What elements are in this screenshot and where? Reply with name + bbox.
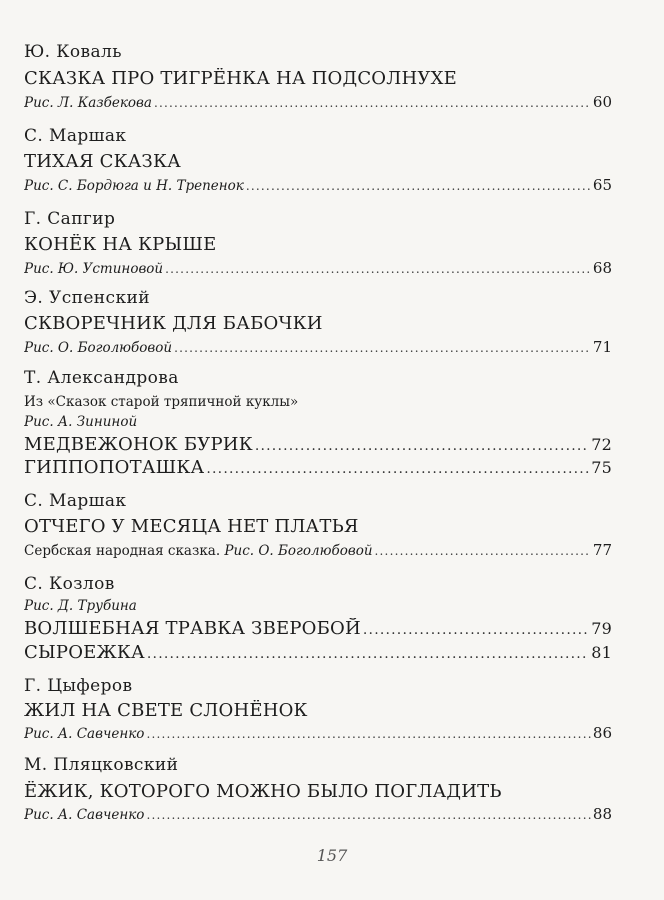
page-number[interactable]: 72 — [591, 435, 612, 454]
story-title[interactable]: КОНЁК НА КРЫШЕ — [24, 234, 217, 255]
credit-row — [24, 541, 612, 559]
illustrator-credit: Рис. А. Савченко — [24, 807, 145, 823]
page-number[interactable]: 86 — [592, 724, 612, 742]
credit-row — [24, 259, 612, 277]
dot-leader — [147, 646, 589, 662]
page-number[interactable]: 71 — [592, 338, 612, 356]
author-name: Ю. Коваль — [24, 42, 122, 62]
author-name: С. Маршак — [24, 491, 127, 511]
dot-leader — [246, 179, 591, 193]
illustrator-credit: Рис. Д. Трубина — [24, 598, 137, 614]
credit-row — [24, 724, 612, 742]
illustrator-credit: Рис. О. Боголюбовой — [224, 543, 373, 559]
dot-leader — [154, 96, 591, 110]
dot-leader — [146, 727, 590, 741]
story-title[interactable]: СЫРОЕЖКА — [24, 642, 145, 663]
collection-source: Из «Сказок старой тряпичной куклы» — [24, 394, 299, 410]
dot-leader — [165, 262, 591, 276]
illustrator-credit: Рис. А. Савченко — [24, 726, 145, 742]
story-title[interactable]: СКВОРЕЧНИК ДЛЯ БАБОЧКИ — [24, 313, 323, 334]
page-number[interactable]: 77 — [592, 541, 612, 559]
illustrator-credit: Рис. Л. Казбекова — [24, 95, 152, 111]
credit-row — [24, 93, 612, 111]
illustrator-credit: Рис. А. Зининой — [24, 414, 138, 430]
author-name: М. Пляцковский — [24, 755, 179, 775]
dot-leader — [174, 341, 591, 355]
illustrator-credit: Рис. С. Бордюга и Н. Трепенок — [24, 178, 244, 194]
page-number[interactable]: 75 — [591, 458, 612, 477]
page-number[interactable]: 60 — [592, 93, 612, 111]
story-note: Сербская народная сказка. — [24, 543, 221, 559]
dot-leader — [206, 461, 589, 477]
story-title[interactable]: ТИХАЯ СКАЗКА — [24, 151, 181, 172]
page-number[interactable]: 79 — [591, 619, 612, 638]
dot-leader — [363, 622, 589, 638]
story-row[interactable] — [24, 642, 612, 663]
author-name: Г. Цыферов — [24, 676, 133, 696]
dot-leader — [146, 808, 590, 822]
page-number[interactable]: 88 — [592, 805, 612, 823]
author-name: С. Маршак — [24, 126, 127, 146]
credit-row — [24, 338, 612, 356]
illustrator-credit: Рис. Ю. Устиновой — [24, 261, 164, 277]
story-title[interactable]: ОТЧЕГО У МЕСЯЦА НЕТ ПЛАТЬЯ — [24, 516, 359, 537]
story-title[interactable]: ЁЖИК, КОТОРОГО МОЖНО БЫЛО ПОГЛАДИТЬ — [24, 781, 502, 802]
story-title[interactable]: СКАЗКА ПРО ТИГРЁНКА НА ПОДСОЛНУХЕ — [24, 68, 457, 89]
page-number[interactable]: 65 — [592, 176, 612, 194]
story-title[interactable]: МЕДВЕЖОНОК БУРИК — [24, 434, 253, 455]
dot-leader — [375, 544, 591, 558]
author-name: Э. Успенский — [24, 288, 150, 308]
page-number[interactable]: 81 — [591, 643, 612, 662]
author-name: Т. Александрова — [24, 368, 179, 388]
illustrator-credit: Рис. О. Боголюбовой — [24, 340, 173, 356]
author-name: С. Козлов — [24, 574, 115, 594]
story-title[interactable]: ВОЛШЕБНАЯ ТРАВКА ЗВЕРОБОЙ — [24, 618, 361, 639]
story-row[interactable] — [24, 618, 612, 639]
page-footer-number: 157 — [316, 846, 348, 865]
page-number[interactable]: 68 — [592, 259, 612, 277]
story-row[interactable] — [24, 434, 612, 455]
dot-leader — [255, 438, 589, 454]
story-row[interactable] — [24, 457, 612, 478]
credit-row — [24, 176, 612, 194]
credit-row — [24, 805, 612, 823]
story-title[interactable]: ГИППОПОТАШКА — [24, 457, 205, 478]
author-name: Г. Сапгир — [24, 209, 116, 229]
story-title[interactable]: ЖИЛ НА СВЕТЕ СЛОНЁНОК — [24, 700, 308, 721]
